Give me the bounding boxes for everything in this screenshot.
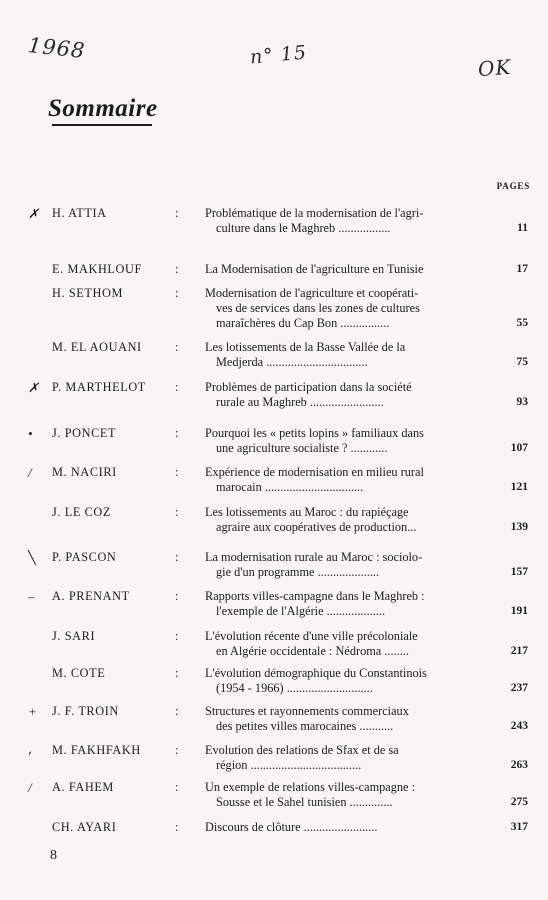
- entry-title: [205, 262, 490, 277]
- entry-separator: :: [175, 426, 179, 440]
- entry-title-line: maraîchères du Cap Bon ................: [216, 316, 390, 330]
- pages-column-header: PAGES: [496, 181, 530, 191]
- entry-title-line: Medjerda .................................: [216, 355, 368, 369]
- margin-mark: ⸴: [28, 743, 32, 758]
- entry-page-number: 217: [510, 645, 528, 657]
- title-underline: [52, 124, 152, 126]
- entry-page-number: 243: [510, 720, 528, 732]
- entry-author: A. FAHEM: [52, 780, 114, 794]
- entry-author: M. FAKHFAKH: [52, 743, 141, 757]
- entry-title-line: Sousse et le Sahel tunisien ..............: [216, 795, 393, 809]
- page-title: Sommaire: [48, 95, 158, 122]
- entry-page-number: 317: [510, 821, 528, 833]
- entry-title-line: rurale au Maghreb ........................: [216, 395, 384, 409]
- entry-title: [205, 340, 490, 370]
- entry-separator: :: [175, 505, 179, 519]
- entry-title: [205, 426, 490, 456]
- entry-separator: :: [175, 704, 179, 718]
- entry-author: J. F. TROIN: [52, 704, 119, 718]
- entry-title-line: Problématique de la modernisation de l'agri-: [205, 206, 424, 220]
- entry-author: J. PONCET: [52, 426, 117, 440]
- entry-title-line: ves de services dans les zones de cultures: [216, 301, 420, 315]
- entry-title: [205, 704, 490, 734]
- entry-title-line: Pourquoi les « petits lopins » familiaux dans: [205, 426, 424, 440]
- entry-title-line: l'exemple de l'Algérie ...................: [216, 604, 386, 618]
- entry-title-line: Un exemple de relations villes-campagne :: [205, 780, 415, 794]
- handwritten-ok: OK: [477, 54, 513, 82]
- entry-title: [205, 465, 490, 495]
- entry-page-number: 107: [510, 442, 528, 454]
- entry-title: [205, 629, 490, 659]
- entry-title-line: Les lotissements de la Basse Vallée de la: [205, 340, 406, 354]
- entry-author: M. NACIRI: [52, 465, 117, 479]
- entry-title-line: L'évolution démographique du Constantinois: [205, 666, 427, 680]
- entry-separator: :: [175, 380, 179, 394]
- entry-title-line: La modernisation rurale au Maroc : sociolo-: [205, 550, 423, 564]
- entry-title-line: Rapports villes-campagne dans le Maghreb :: [205, 589, 425, 603]
- entry-title: [205, 380, 490, 410]
- entry-author: P. MARTHELOT: [52, 380, 146, 394]
- entry-page-number: 139: [510, 521, 528, 533]
- entry-title: [205, 550, 490, 580]
- entry-title-line: une agriculture socialiste ? ............: [216, 441, 388, 455]
- entry-separator: :: [175, 629, 179, 643]
- handwritten-year: 1968: [26, 33, 87, 63]
- entry-title: [205, 820, 490, 835]
- margin-mark: –: [28, 589, 35, 604]
- page-number: 8: [50, 848, 57, 863]
- entry-title-line: en Algérie occidentale : Nédroma ........: [216, 644, 409, 658]
- entry-title-line: Les lotissements au Maroc : du rapiéçage: [205, 505, 409, 519]
- entry-author: M. EL AOUANI: [52, 340, 142, 354]
- entry-author: E. MAKHLOUF: [52, 262, 142, 276]
- entry-page-number: 75: [516, 356, 528, 368]
- entry-page-number: 263: [510, 759, 528, 771]
- entry-page-number: 55: [516, 317, 528, 329]
- entry-author: M. COTE: [52, 666, 106, 680]
- entry-author: H. ATTIA: [52, 206, 107, 220]
- entry-page-number: 17: [516, 263, 528, 275]
- entry-separator: :: [175, 550, 179, 564]
- entry-title-line: gie d'un programme ....................: [216, 565, 380, 579]
- entry-separator: :: [175, 666, 179, 680]
- entry-page-number: 191: [510, 605, 528, 617]
- entry-title-line: Structures et rayonnements commerciaux: [205, 704, 409, 718]
- entry-separator: :: [175, 340, 179, 354]
- entry-title: [205, 286, 490, 331]
- entry-separator: :: [175, 286, 179, 300]
- entry-page-number: 11: [517, 222, 528, 234]
- entry-separator: :: [175, 465, 179, 479]
- entry-page-number: 237: [510, 682, 528, 694]
- entry-page-number: 157: [510, 566, 528, 578]
- entry-page-number: 93: [516, 396, 528, 408]
- handwritten-number: n° 15: [249, 41, 308, 69]
- entry-page-number: 275: [510, 796, 528, 808]
- margin-mark: +: [28, 704, 37, 719]
- entry-separator: :: [175, 780, 179, 794]
- entry-title: [205, 589, 490, 619]
- entry-title: [205, 505, 490, 535]
- entry-title-line: Expérience de modernisation en milieu rural: [205, 465, 424, 479]
- entry-title: [205, 780, 490, 810]
- entry-separator: :: [175, 262, 179, 276]
- entry-author: CH. AYARI: [52, 820, 117, 834]
- margin-mark: /: [28, 780, 32, 795]
- entry-page-number: 121: [510, 481, 528, 493]
- margin-mark: ✗: [28, 206, 39, 221]
- entry-title-line: Modernisation de l'agriculture et coopérati-: [205, 286, 419, 300]
- entry-title-line: marocain ................................: [216, 480, 364, 494]
- margin-mark: /: [28, 465, 32, 480]
- entry-separator: :: [175, 589, 179, 603]
- entry-title-line: agraire aux coopératives de production...: [216, 520, 417, 534]
- entry-title-line: La Modernisation de l'agriculture en Tunisie: [205, 262, 424, 276]
- entry-title: [205, 666, 490, 696]
- entry-separator: :: [175, 206, 179, 220]
- entry-author: H. SETHOM: [52, 286, 123, 300]
- entry-separator: :: [175, 820, 179, 834]
- entry-title-line: Problèmes de participation dans la société: [205, 380, 412, 394]
- entry-title-line: Evolution des relations de Sfax et de sa: [205, 743, 399, 757]
- entry-title: [205, 743, 490, 773]
- entry-author: J. LE COZ: [52, 505, 112, 519]
- entry-title-line: Discours de clôture ........................: [205, 820, 378, 834]
- entry-title-line: L'évolution récente d'une ville précoloniale: [205, 629, 418, 643]
- entry-author: J. SARI: [52, 629, 96, 643]
- margin-mark: •: [28, 426, 33, 441]
- margin-mark: ✗: [28, 380, 39, 395]
- entry-title-line: des petites villes marocaines ...........: [216, 719, 394, 733]
- entry-title-line: (1954 - 1966) ............................: [216, 681, 373, 695]
- margin-mark: ╲: [28, 550, 36, 565]
- entry-author: P. PASCON: [52, 550, 117, 564]
- entry-title: [205, 206, 490, 236]
- entry-separator: :: [175, 743, 179, 757]
- entry-title-line: région ....................................: [216, 758, 362, 772]
- entry-title-line: culture dans le Maghreb .................: [216, 221, 391, 235]
- entry-author: A. PRENANT: [52, 589, 130, 603]
